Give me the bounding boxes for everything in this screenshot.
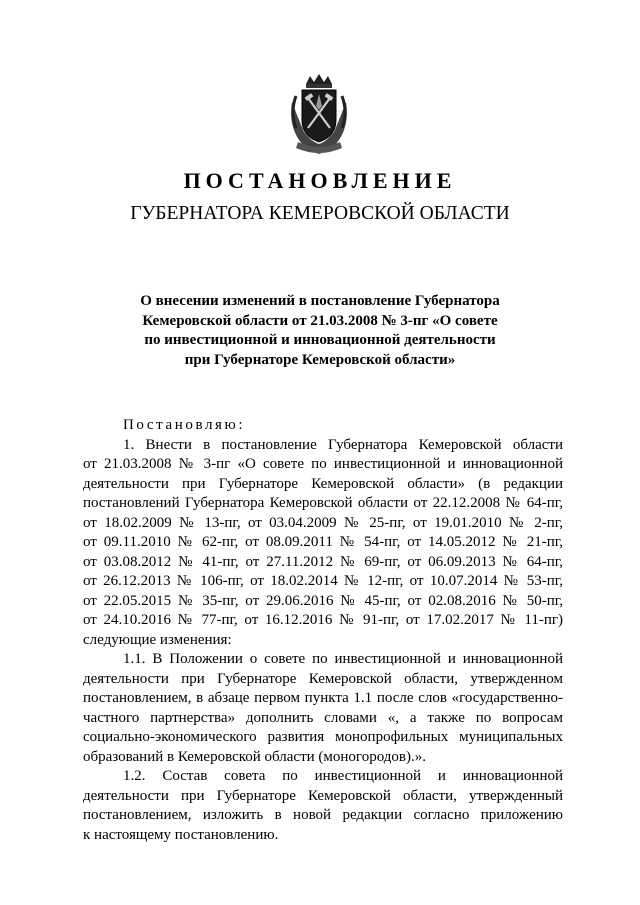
document-heading — [130, 292, 510, 370]
body-line: к настоящему постановлению. — [83, 826, 279, 843]
body-line: 1. Внести в постановление Губернатора Кемеровской области — [123, 436, 563, 453]
body-line: образований в Кемеровской области (моногородов).». — [83, 748, 426, 765]
body-line: постановлением, в абзаце первом пункта 1.1 после слов «государственно- — [83, 690, 563, 706]
body-line: от 22.05.2015 № 35-пг, от 29.06.2016 № 45-пг, от 02.08.2016 № 50-пг, — [83, 592, 563, 609]
coat-of-arms-emblem — [284, 72, 354, 156]
heading-line: Кемеровской области от 21.03.2008 № 3-пг «О совете — [142, 312, 498, 329]
body-line: постановлением, изложить в новой редакции согласно приложению — [83, 807, 563, 823]
heading-line: при Губернаторе Кемеровской области» — [184, 351, 456, 368]
body-line: от 09.11.2010 № 62-пг, от 08.09.2011 № 54-пг, от 14.05.2012 № 21-пг, — [83, 534, 563, 550]
decree-word: Постановляю: — [123, 417, 246, 433]
body-line: от 24.10.2016 № 77-пг, от 16.12.2016 № 91-пг, от 17.02.2017 № 11-пг) — [83, 612, 563, 628]
body-line: 1.1. В Положении о совете по инвестиционной и инновационной — [123, 651, 563, 667]
body-line: деятельности при Губернаторе Кемеровской области» (в редакции — [83, 475, 563, 492]
body-line: постановлений Губернатора Кемеровской области от 22.12.2008 № 64-пг, — [83, 495, 563, 511]
heading-line: О внесении изменений в постановление Губернатора — [140, 293, 500, 309]
document-body — [83, 416, 563, 845]
body-line: следующие изменения: — [83, 631, 232, 648]
body-line: от 03.08.2012 № 41-пг, от 27.11.2012 № 69-пг, от 06.09.2013 № 64-пг, — [83, 553, 563, 570]
body-line: деятельности при Губернаторе Кемеровской области, утвержденный — [83, 787, 563, 804]
body-line: частного партнерства» дополнить словами «, а также по вопросам — [83, 709, 563, 726]
document-subtitle: ГУБЕРНАТОРА КЕМЕРОВСКОЙ ОБЛАСТИ — [130, 203, 510, 224]
body-line: от 18.02.2009 № 13-пг, от 03.04.2009 № 25-пг, от 19.01.2010 № 2-пг, — [83, 514, 563, 531]
heading-line: по инвестиционной и инновационной деятельности — [144, 332, 496, 348]
body-line: от 26.12.2013 № 106-пг, от 18.02.2014 № 12-пг, от 10.07.2014 № 53-пг, — [83, 573, 563, 589]
body-line: социально-экономического развития монопрофильных муниципальных — [83, 729, 563, 745]
body-line: 1.2. Состав совета по инвестиционной и инновационной — [123, 768, 563, 784]
document-title: ПОСТАНОВЛЕНИЕ — [183, 168, 457, 193]
body-line: деятельности при Губернаторе Кемеровской области, утвержденном — [83, 670, 563, 687]
body-line: от 21.03.2008 № 3-пг «О совете по инвестиционной и инновационной — [83, 456, 563, 472]
